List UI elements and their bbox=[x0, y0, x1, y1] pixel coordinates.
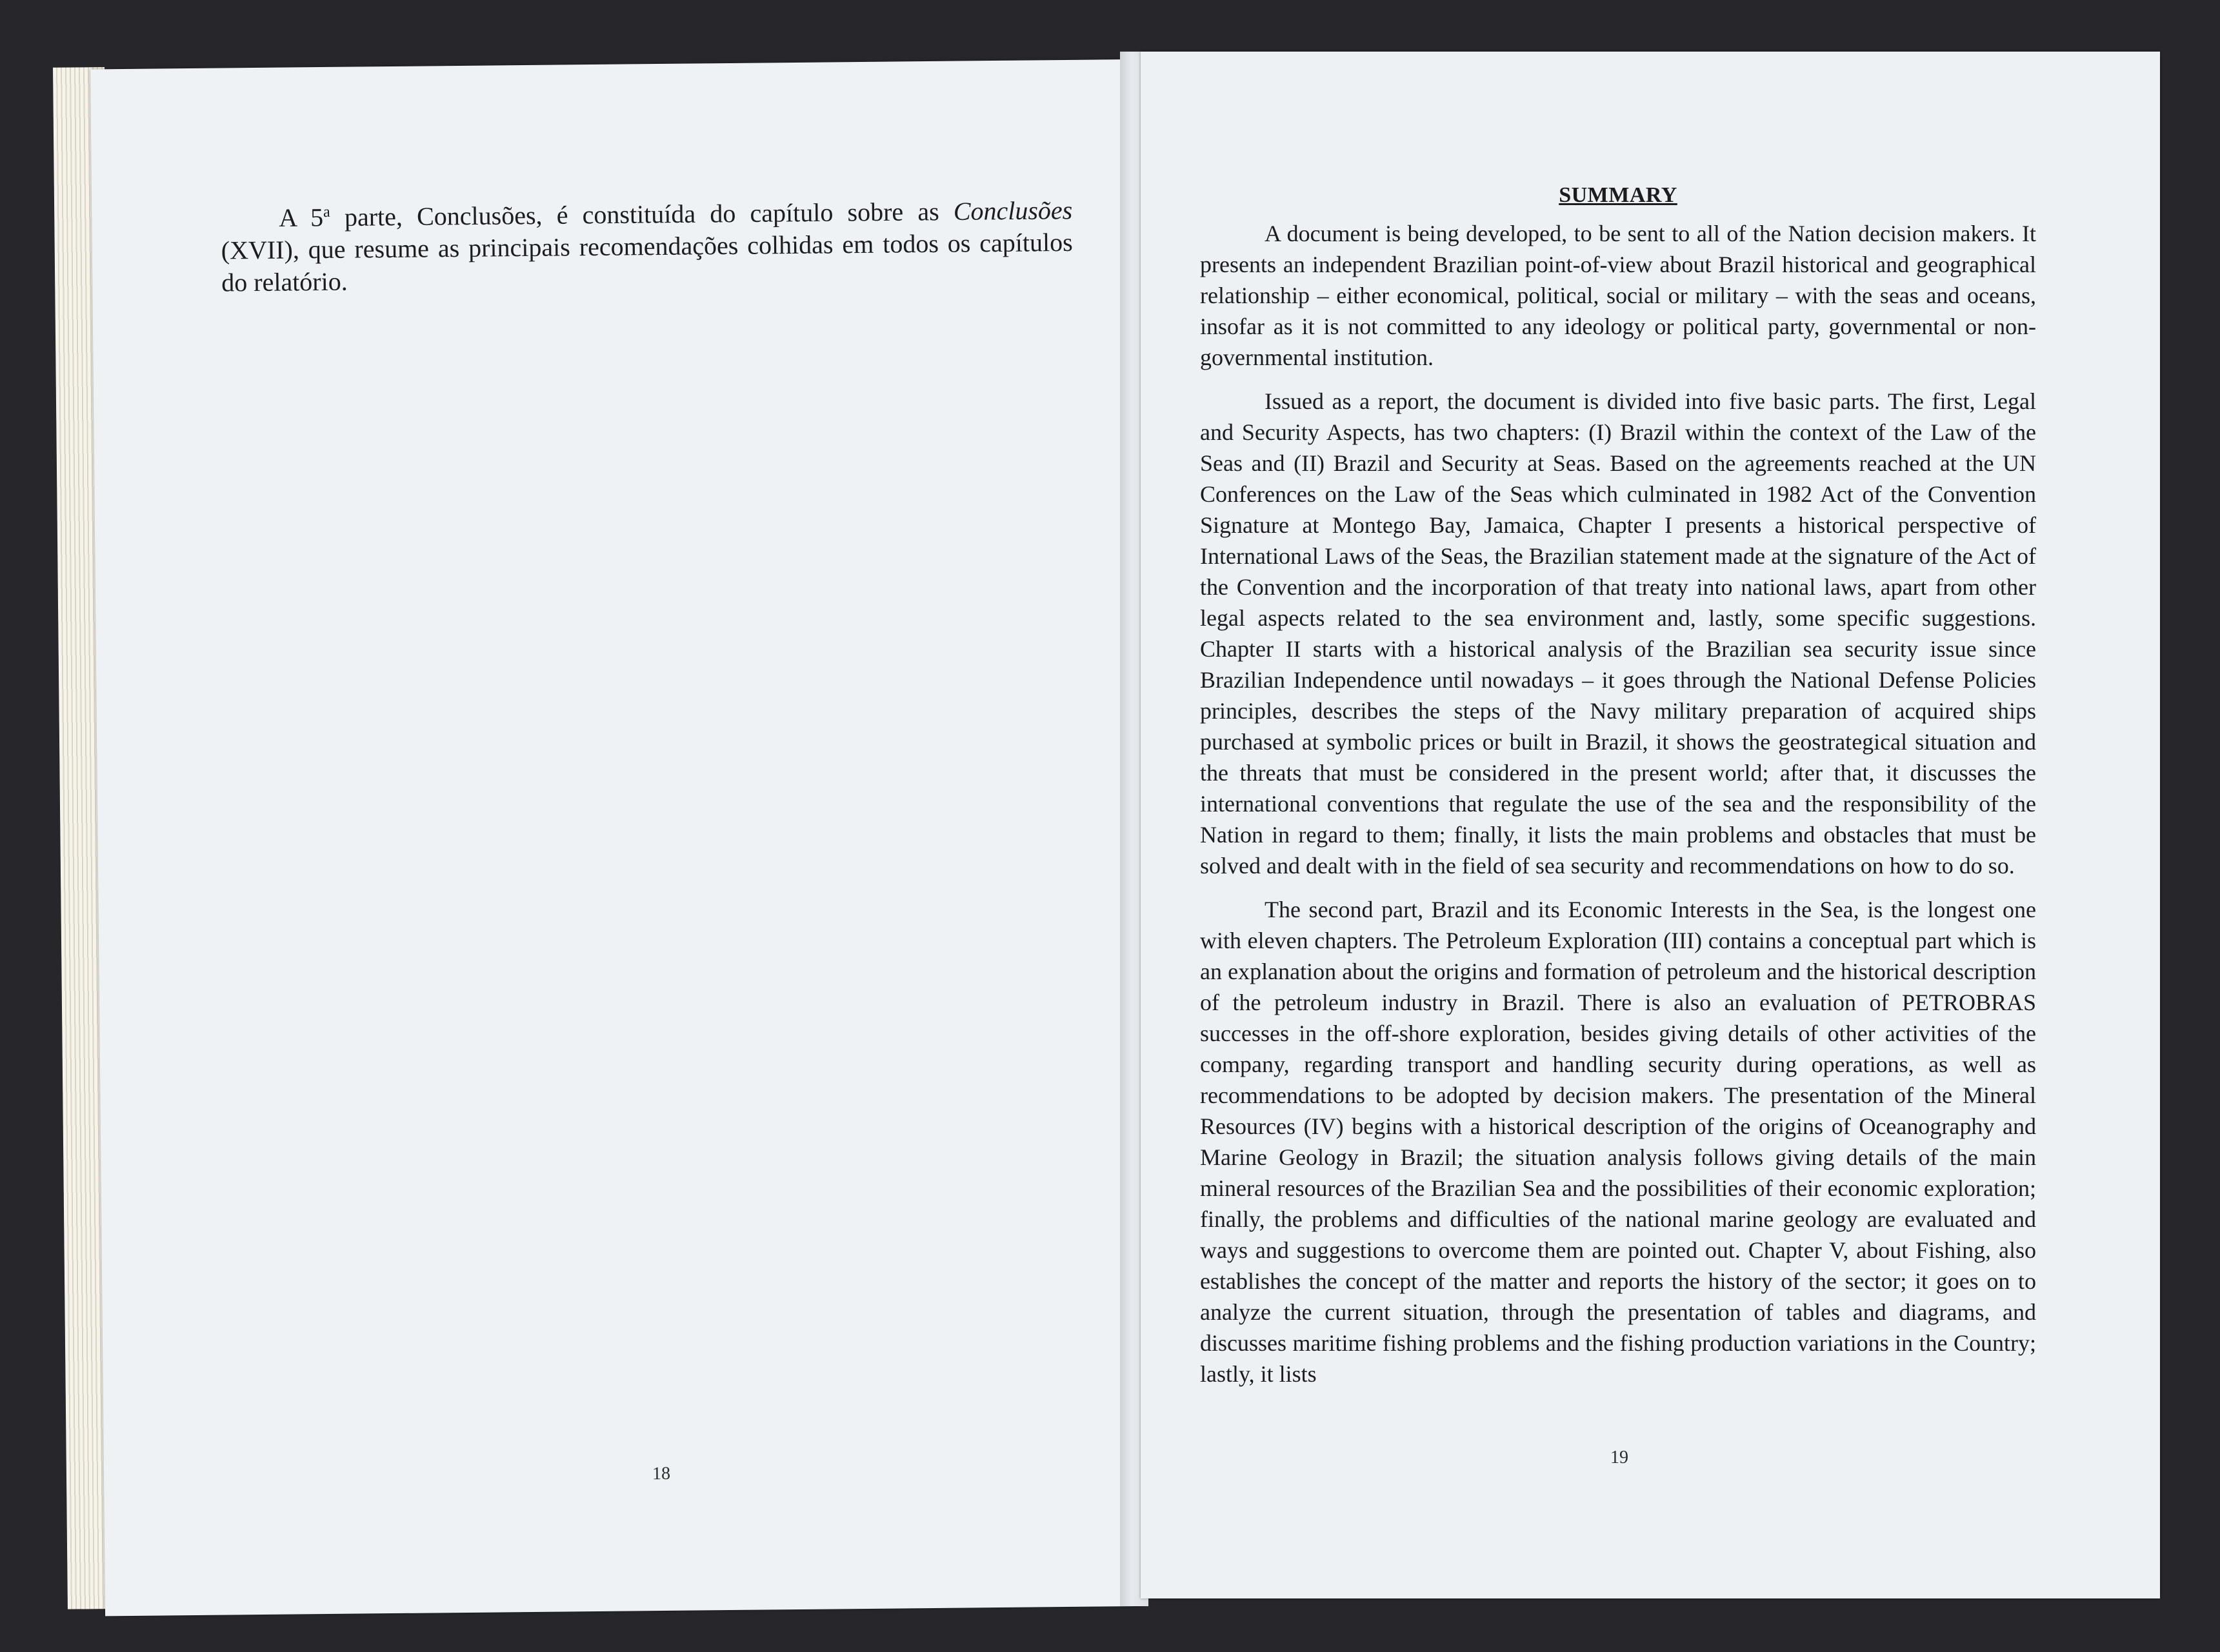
conclusions-paragraph bbox=[221, 189, 1073, 299]
left-page-number: 18 bbox=[652, 1463, 671, 1484]
summary-paragraph-3: The second part, Brazil and its Economic Interests in the Sea, is the longest one with eleven chapters. The Petroleum Exploration (III) contains a conceptual part which is an explanation about the origins and formation of petroleum and the historical description of the petroleum industry in Brazil. There is also an evaluation of PETROBRAS successes in the off-shore exploration, besides giving details of other activities of the company, regarding transport and handling security during operations, as well as recommendations to be adopted by decision makers. The presentation of the Mineral Resources (IV) begins with a historical description of the origins of Oceanography and Marine Geology in Brazil; the situation analysis follows giving details of the main mineral resources of the Brazilian Sea and the possibilities of their economic exploration; finally, the problems and difficulties of the national marine geology are evaluated and ways and suggestions to overcome them are pointed out. Chapter V, about Fishing, also establishes the concept of the matter and reports the history of the sector; it goes on to analyze the current situation, through the presentation of tables and diagrams, and discusses maritime fishing problems and the fishing production variations in the Country; lastly, it lists bbox=[1200, 897, 2036, 1387]
right-page-text bbox=[1200, 179, 2036, 1389]
paragraph-end: (XVII), que resume as principais recomendações colhidas em todos os capítulos do relatório. bbox=[221, 228, 1073, 297]
right-page-number: 19 bbox=[1610, 1448, 1628, 1468]
right-page bbox=[1141, 52, 2160, 1598]
left-page-text bbox=[221, 189, 1073, 299]
italic-title: Conclusões bbox=[953, 195, 1073, 226]
paragraph-middle: parte, Conclusões, é constituída do capítulo sobre as bbox=[330, 196, 954, 232]
summary-paragraph-2: Issued as a report, the document is divided into five basic parts. The first, Legal and Security Aspects, has two chapters: (I) Brazil within the context of the Law of the Seas and (II) Brazil and Security at Seas. Based on the agreements reached at the UN Conferences on the Law of the Seas which culminated in 1982 Act of the Convention Signature at Montego Bay, Jamaica, Chapter I presents a historical perspective of International Laws of the Seas, the Brazilian statement made at the signature of the Act of the Convention and the incorporation of that treaty into national laws, apart from other legal aspects related to the sea environment and, lastly, some specific suggestions. Chapter II starts with a historical analysis of the Brazilian sea security issue since Brazilian Independence until nowadays – it goes through the National Defense Policies principles, describes the steps of the Navy military preparation of acquired ships purchased at symbolic prices or built in Brazil, it shows the geostrategical situation and the threats that must be considered in the present world; after that, it discusses the international conventions that regulate the use of the sea and the responsibility of the Nation in regard to them; finally, it lists the main problems and obstacles that must be solved and dealt with in the field of sea security and recommendations on how to do so. bbox=[1200, 388, 2036, 879]
paragraph-start: A 5 bbox=[279, 203, 324, 232]
left-page bbox=[90, 59, 1144, 1616]
summary-heading: SUMMARY bbox=[1559, 183, 1677, 207]
summary-paragraph-1: A document is being developed, to be sent to all of the Nation decision makers. It presents an independent Brazilian point-of-view about Brazil historical and geographical relationship – either economical, political, social or military – with the seas and oceans, insofar as it is not committed to any ideology or political party, governmental or non-governmental institution. bbox=[1200, 221, 2036, 370]
ordinal-superscript: a bbox=[323, 203, 330, 221]
